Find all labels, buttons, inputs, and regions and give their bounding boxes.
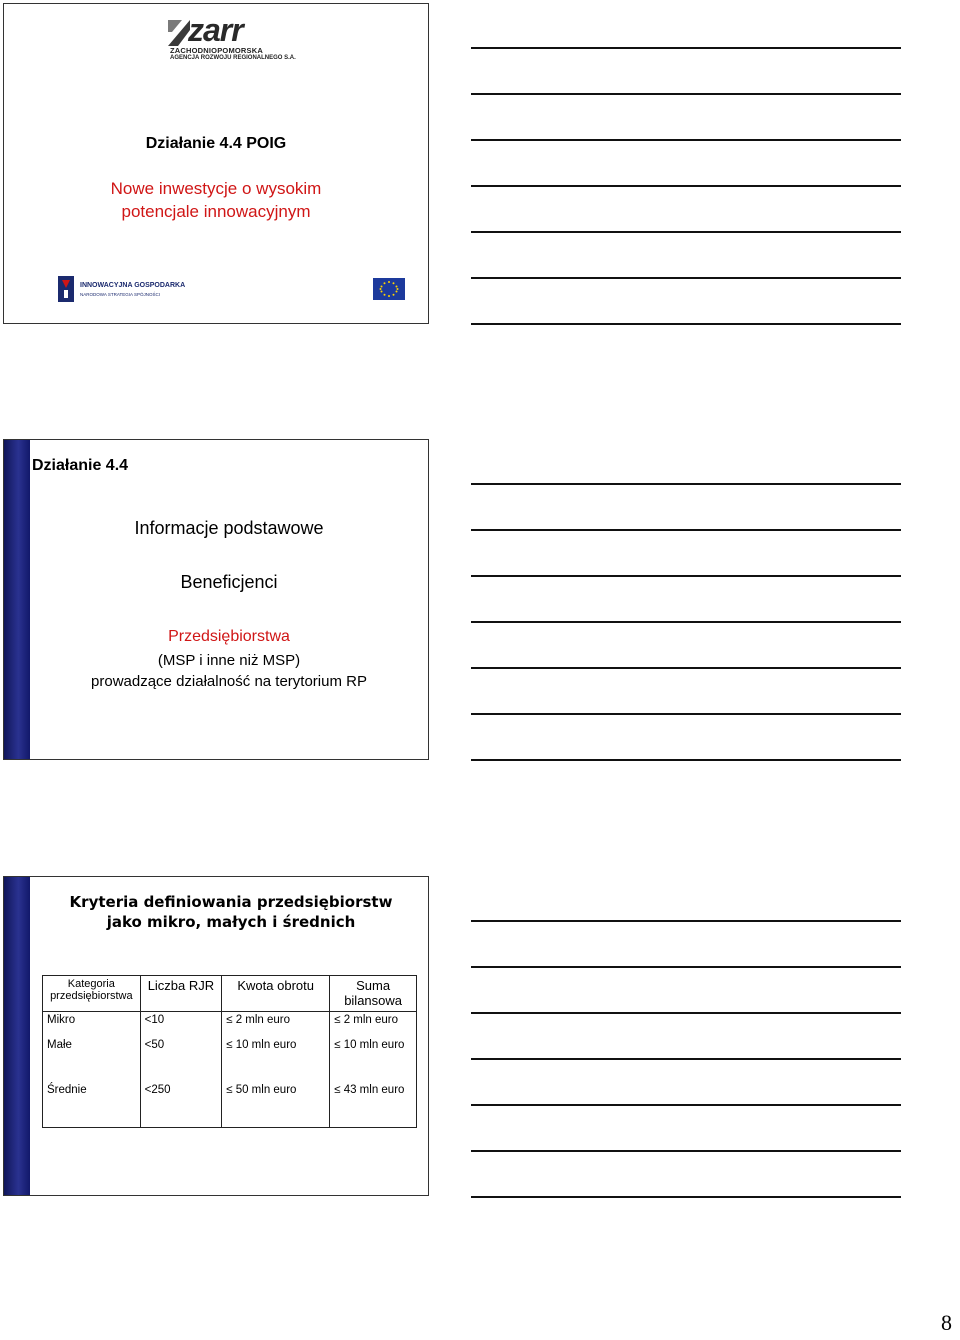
slide3-title: [34, 892, 428, 932]
slide1-subtitle-line1: Nowe inwestycje o wysokim: [110, 179, 322, 198]
slide-2: [3, 439, 429, 760]
slide-3: [3, 876, 429, 1196]
slide2-activity: prowadzące działalność na terytorium RP: [91, 673, 367, 690]
cell-turnover: ≤ 50 mln euro: [222, 1082, 330, 1128]
slide2-enterprises: Przedsiębiorstwa: [168, 628, 290, 645]
ig-mark-icon: [56, 274, 76, 304]
cell-rjr: <50: [140, 1037, 222, 1082]
notes-lines-3: [471, 920, 901, 1198]
cell-balance: ≤ 43 mln euro: [330, 1082, 417, 1128]
slide3-title-line2: jako mikro, małych i średnich: [106, 913, 356, 931]
table-row: [43, 1037, 417, 1082]
zarr-logo-line1: ZACHODNIOPOMORSKA: [170, 46, 263, 55]
notes-lines-2: [471, 483, 901, 761]
zarr-mark-icon: [168, 20, 190, 46]
page-number: 8: [941, 1310, 952, 1335]
notes-lines-1: [471, 47, 901, 325]
slide2-msp: (MSP i inne niż MSP): [157, 652, 301, 669]
cell-balance: ≤ 10 mln euro: [330, 1037, 417, 1082]
cell-rjr: <10: [140, 1012, 222, 1037]
zarr-logo: [166, 12, 296, 64]
header-balance: Suma bilansowa: [330, 976, 417, 1012]
cell-balance: ≤ 2 mln euro: [330, 1012, 417, 1037]
slide2-beneficiaries: Beneficjenci: [180, 572, 278, 592]
cell-turnover: ≤ 10 mln euro: [222, 1037, 330, 1082]
slide1-subtitle: [64, 177, 368, 223]
slide3-side-bar: [4, 877, 30, 1195]
header-category: Kategoria przedsiębiorstwa: [43, 976, 141, 1012]
cell-category: Mikro: [43, 1012, 141, 1037]
slide2-basic-info: Informacje podstawowe: [134, 518, 324, 538]
zarr-logo-line2: AGENCJA ROZWOJU REGIONALNEGO S.A.: [170, 55, 296, 61]
ig-logo-line2: NARODOWA STRATEGIA SPÓJNOŚCI: [80, 292, 161, 297]
slide-1: [3, 3, 429, 324]
cell-category: Średnie: [43, 1082, 141, 1128]
cell-turnover: ≤ 2 mln euro: [222, 1012, 330, 1037]
header-turnover: Kwota obrotu: [222, 976, 330, 1012]
eu-flag-icon: [373, 278, 405, 300]
cell-category: Małe: [43, 1037, 141, 1082]
criteria-table: [42, 975, 417, 1128]
slide3-title-line1: Kryteria definiowania przedsiębiorstw: [69, 893, 393, 911]
header-rjr: Liczba RJR: [140, 976, 222, 1012]
innowacyjna-gospodarka-logo: [56, 274, 196, 306]
slide1-subtitle-line2: potencjale innowacyjnym: [121, 202, 311, 221]
slide2-heading: Działanie 4.4: [32, 457, 129, 474]
ig-logo-line1: INNOWACYJNA GOSPODARKA: [80, 282, 186, 289]
slide1-title: Działanie 4.4 POIG: [145, 135, 287, 152]
cell-rjr: <250: [140, 1082, 222, 1128]
zarr-logo-word: zarr: [188, 12, 243, 48]
table-header-row: [43, 976, 417, 1012]
table-row: [43, 1082, 417, 1128]
slide2-side-bar: [4, 440, 30, 759]
table-row: [43, 1012, 417, 1037]
